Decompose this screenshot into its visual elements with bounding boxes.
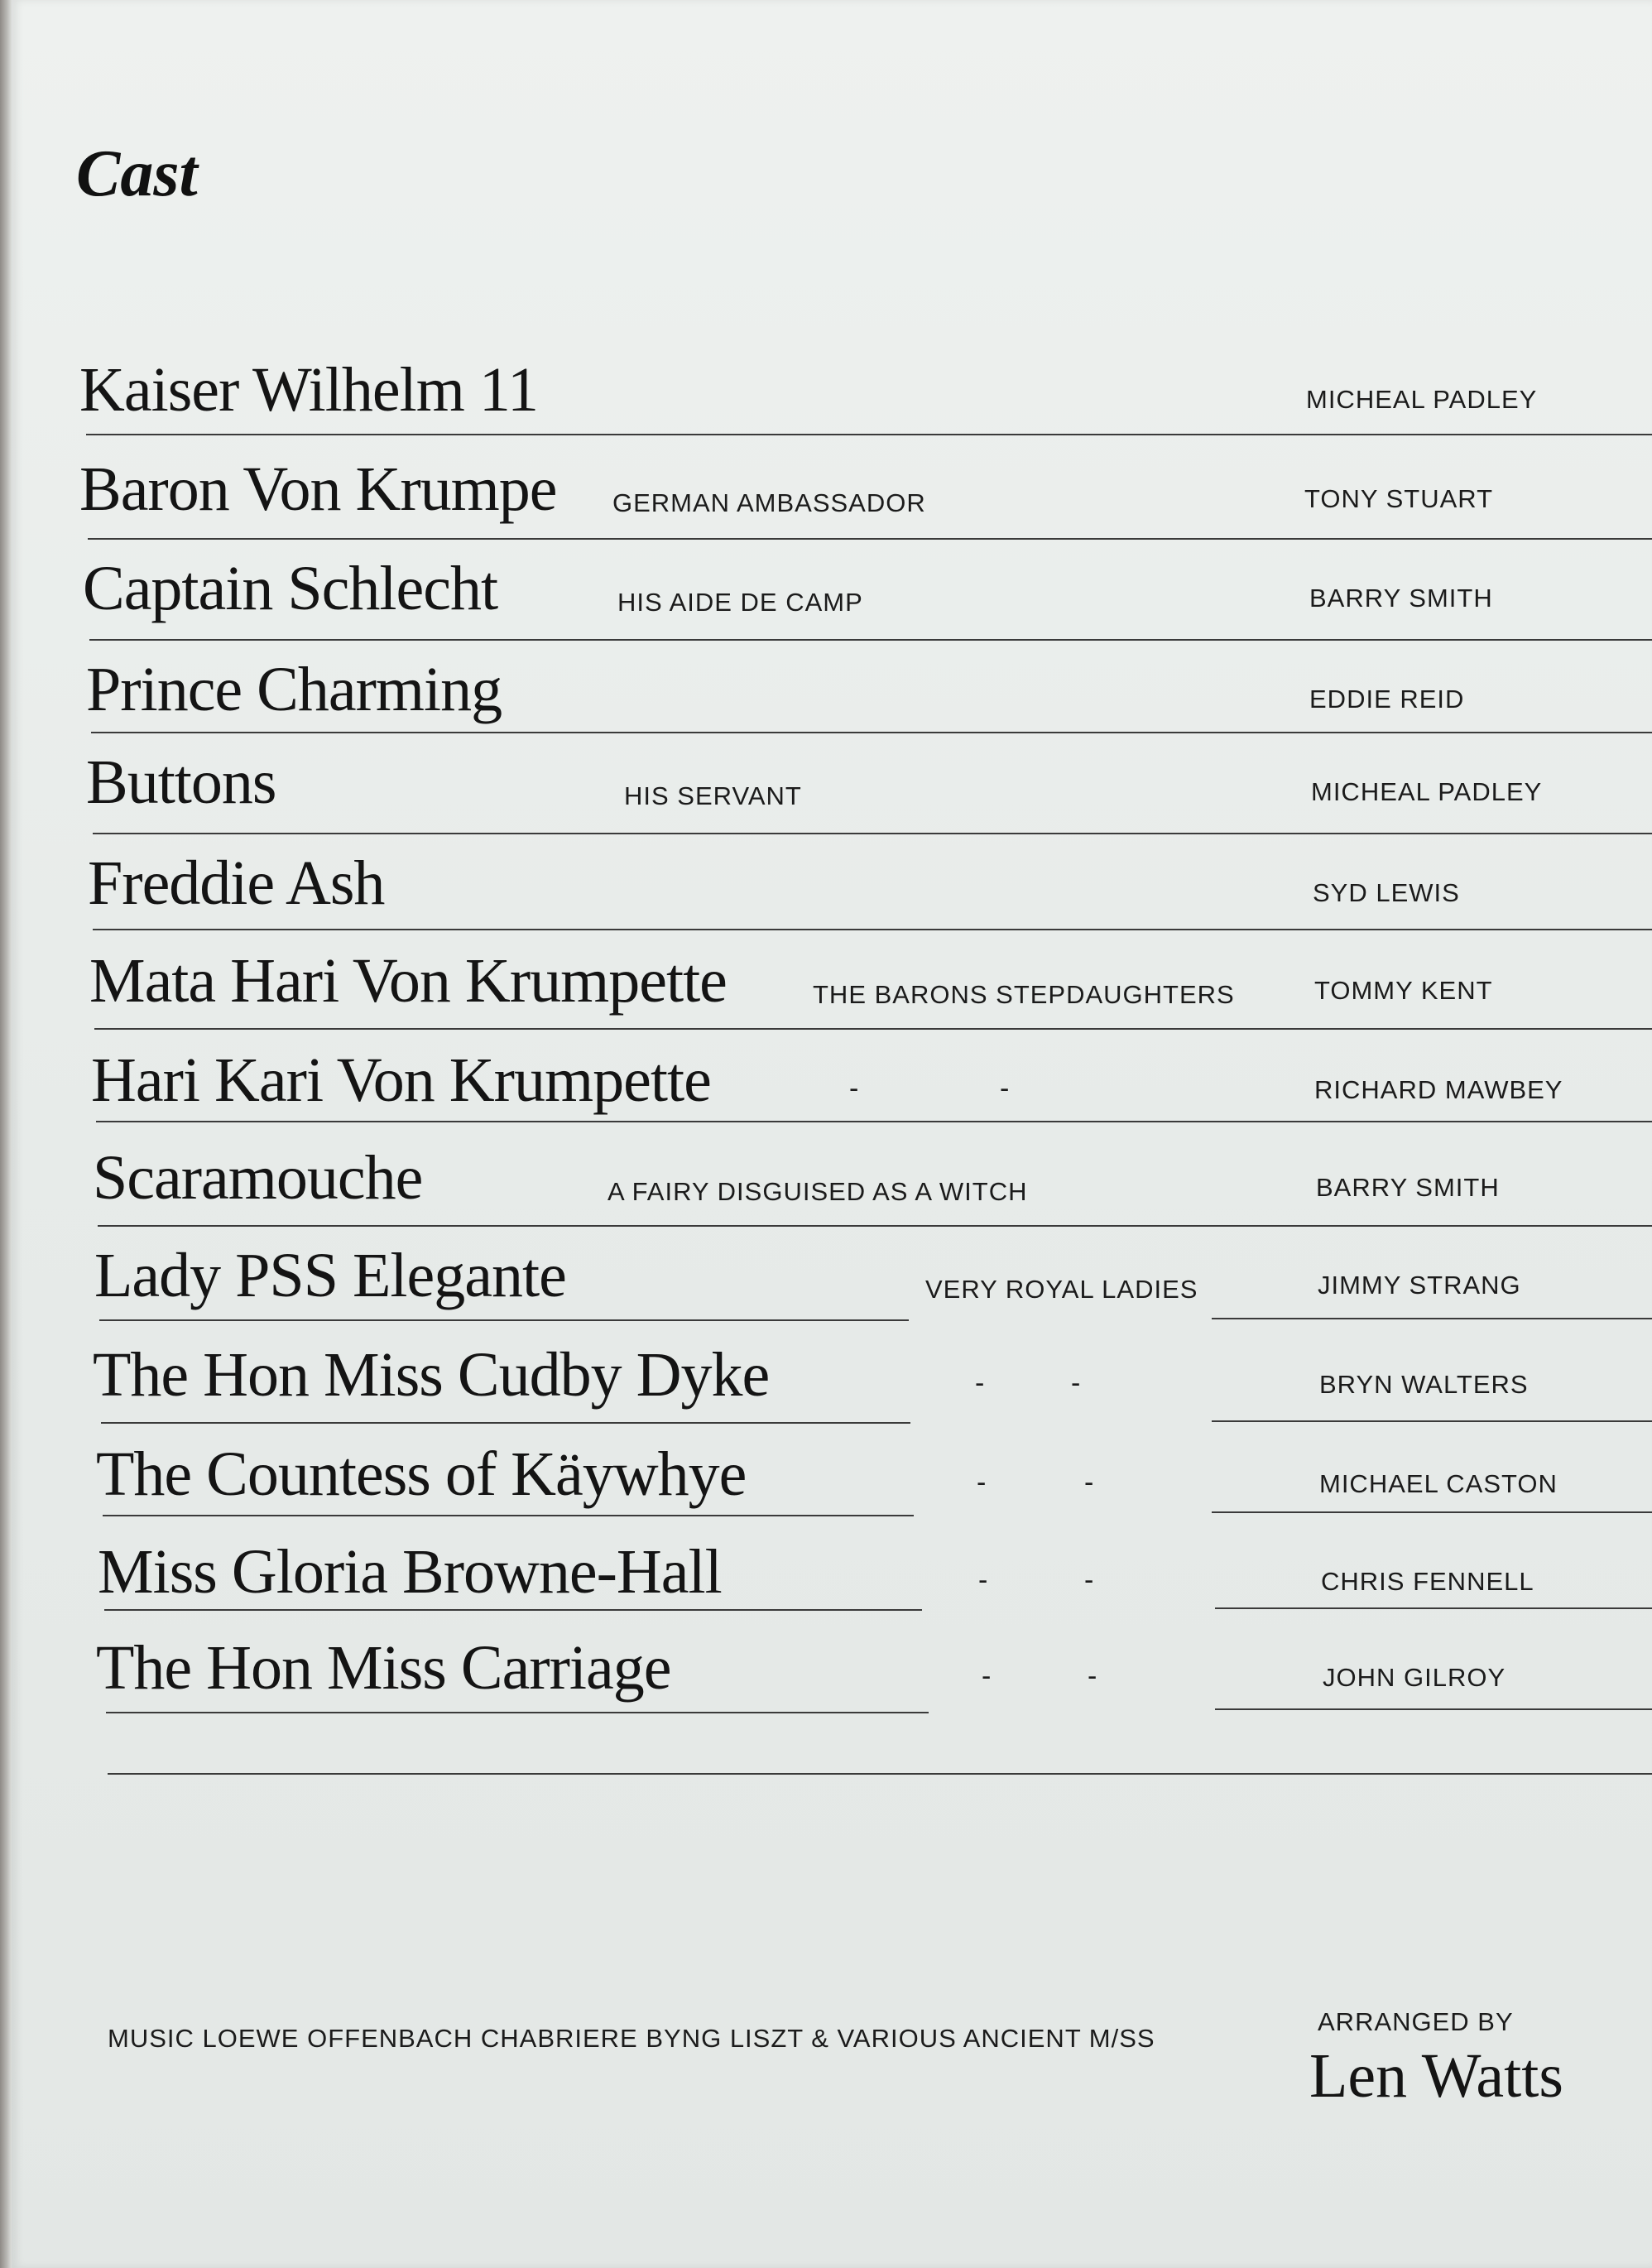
cast-row bbox=[0, 833, 1652, 932]
ditto-mark: - bbox=[978, 1564, 989, 1596]
ditto-mark: - bbox=[982, 1660, 992, 1692]
role-name: Miss Gloria Browne-Hall bbox=[98, 1537, 722, 1607]
ditto-mark: - bbox=[1088, 1660, 1098, 1692]
cast-row bbox=[0, 930, 1652, 1030]
ditto-mark: - bbox=[1084, 1564, 1095, 1596]
role-description: A FAIRY DISGUISED AS A WITCH bbox=[607, 1177, 1028, 1206]
cast-row bbox=[0, 1617, 1652, 1717]
divider-line bbox=[1212, 1511, 1652, 1513]
cast-row bbox=[0, 732, 1652, 831]
closing-divider-line bbox=[108, 1773, 1652, 1775]
ditto-mark: - bbox=[849, 1073, 860, 1104]
cast-row bbox=[0, 1030, 1652, 1129]
page-title: Cast bbox=[76, 137, 198, 210]
actor-name: RICHARD MAWBEY bbox=[1314, 1075, 1563, 1104]
ditto-mark: - bbox=[1084, 1467, 1095, 1498]
actor-name: EDDIE REID bbox=[1309, 685, 1465, 714]
ditto-mark: - bbox=[1071, 1367, 1082, 1399]
actor-name: MICHEAL PADLEY bbox=[1311, 777, 1543, 806]
divider-line bbox=[106, 1712, 929, 1713]
ditto-mark: - bbox=[975, 1367, 986, 1399]
arranged-by-label: ARRANGED BY bbox=[1318, 2007, 1514, 2036]
role-name: The Hon Miss Cudby Dyke bbox=[93, 1340, 770, 1410]
role-name: The Countess of Käywhye bbox=[96, 1439, 747, 1509]
role-name: Captain Schlecht bbox=[83, 554, 498, 623]
role-description: THE BARONS STEPDAUGHTERS bbox=[813, 980, 1235, 1009]
role-name: Freddie Ash bbox=[88, 848, 385, 918]
divider-line bbox=[103, 1515, 914, 1516]
role-name: Prince Charming bbox=[86, 655, 502, 724]
role-description: HIS SERVANT bbox=[624, 781, 802, 810]
role-name: Lady PSS Elegante bbox=[94, 1241, 566, 1310]
actor-name: JOHN GILROY bbox=[1323, 1663, 1506, 1692]
role-name: The Hon Miss Carriage bbox=[96, 1633, 671, 1703]
actor-name: BARRY SMITH bbox=[1316, 1173, 1500, 1202]
divider-line bbox=[1215, 1708, 1652, 1710]
actor-name: JIMMY STRANG bbox=[1318, 1271, 1521, 1300]
actor-name: BARRY SMITH bbox=[1309, 584, 1493, 613]
role-description: VERY ROYAL LADIES bbox=[925, 1275, 1198, 1304]
cast-row bbox=[0, 1225, 1652, 1324]
actor-name: MICHAEL CASTON bbox=[1319, 1469, 1558, 1498]
cast-row bbox=[0, 1521, 1652, 1621]
cast-row bbox=[0, 339, 1652, 439]
role-name: Kaiser Wilhelm 11 bbox=[79, 355, 539, 425]
role-name: Mata Hari Von Krumpette bbox=[89, 946, 727, 1016]
actor-name: SYD LEWIS bbox=[1313, 878, 1460, 907]
actor-name: MICHEAL PADLEY bbox=[1306, 385, 1538, 414]
divider-line bbox=[1215, 1607, 1652, 1609]
role-name: Baron Von Krumpe bbox=[79, 454, 557, 524]
role-name: Scaramouche bbox=[93, 1143, 423, 1213]
actor-name: TONY STUART bbox=[1304, 484, 1494, 513]
cast-row bbox=[0, 1324, 1652, 1424]
role-name: Hari Kari Von Krumpette bbox=[91, 1045, 711, 1115]
arranger-name: Len Watts bbox=[1309, 2041, 1563, 2111]
role-name: Buttons bbox=[86, 747, 276, 817]
cast-row bbox=[0, 1127, 1652, 1227]
ditto-mark: - bbox=[977, 1467, 987, 1498]
ditto-mark: - bbox=[1000, 1073, 1011, 1104]
cast-row bbox=[0, 639, 1652, 738]
divider-line bbox=[104, 1609, 922, 1611]
music-credits: MUSIC LOEWE OFFENBACH CHABRIERE BYNG LISZT & VARIOUS ANCIENT M/SS bbox=[108, 2024, 1155, 2053]
actor-name: CHRIS FENNELL bbox=[1321, 1567, 1534, 1596]
actor-name: BRYN WALTERS bbox=[1319, 1370, 1529, 1399]
divider-line bbox=[96, 1121, 1652, 1122]
divider-line bbox=[1212, 1318, 1652, 1319]
divider-line bbox=[86, 434, 1652, 435]
actor-name: TOMMY KENT bbox=[1314, 976, 1493, 1005]
role-description: GERMAN AMBASSADOR bbox=[612, 488, 926, 517]
divider-line bbox=[1212, 1420, 1652, 1422]
cast-row bbox=[0, 1424, 1652, 1523]
divider-line bbox=[99, 1319, 909, 1321]
cast-row bbox=[0, 439, 1652, 538]
role-description: HIS AIDE DE CAMP bbox=[617, 588, 863, 617]
cast-row bbox=[0, 538, 1652, 637]
